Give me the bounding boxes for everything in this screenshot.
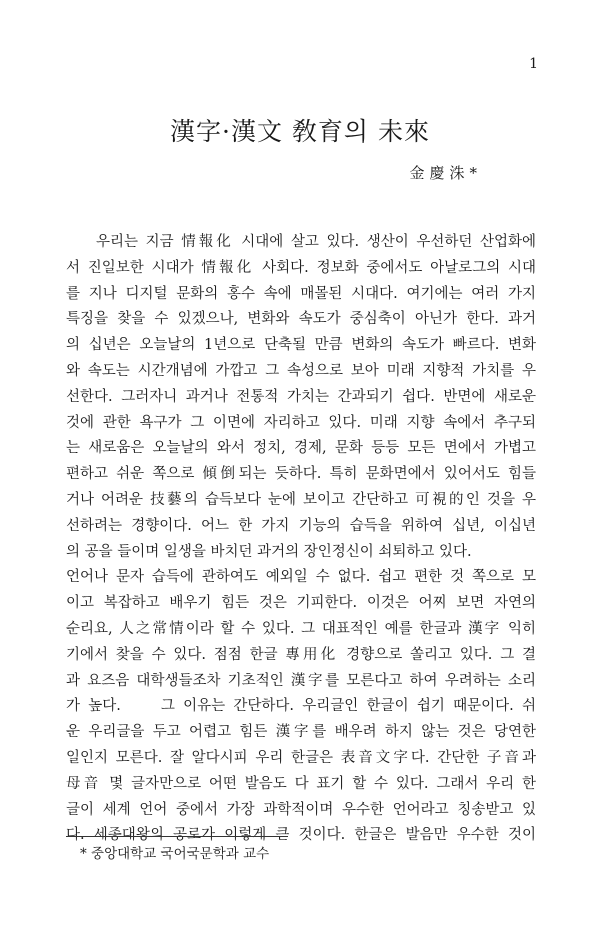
- body-line: 것에 관한 욕구가 그 이면에 자리하고 있다. 미래 지향 속에서 추구되: [66, 414, 536, 431]
- body-line: 특징을 찾을 수 있겠으나, 변화와 속도가 중심축이 아닌가 한다. 과거: [66, 311, 536, 328]
- body-line: 일인지 모른다. 잘 알다시피 우리 한글은 表音文字다. 간단한 子音과: [66, 749, 536, 766]
- body-line: 의 공을 들이며 일생을 바치던 과거의 장인정신이 쇠퇴하고 있다.: [66, 543, 472, 560]
- body-line: 가 높다. 그 이유는 간단하다. 우리글인 한글이 쉽기 때문이다. 쉬: [66, 698, 536, 715]
- body-line: 순리요, 人之常情이라 할 수 있다. 그 대표적인 예를 한글과 漢字 익히: [66, 620, 536, 637]
- body-line: 를 지나 디지털 문화의 홍수 속에 매몰된 시대다. 여기에는 여러 가지: [66, 285, 536, 302]
- body-line: 다. 세종대왕의 공로가 이렇게 큰 것이다. 한글은 발음만 우수한 것이: [66, 827, 536, 844]
- body-line: 는 새로움은 오늘날의 와서 정치, 경제, 문화 등등 모든 면에서 가볍고: [66, 440, 536, 457]
- body-line: 운 우리글을 두고 어렵고 힘든 漢字를 배우려 하지 않는 것은 당연한: [66, 724, 536, 741]
- body-line: 와 속도는 시간개념에 가깝고 그 속성으로 보아 미래 지향적 가치를 우: [66, 362, 536, 379]
- body-line: 우리는 지금 情報化 시대에 살고 있다. 생산이 우선하던 산업화에: [96, 234, 536, 250]
- body-line: 선한다. 그러자니 과거나 전통적 가치는 간과되기 쉽다. 반면에 새로운: [66, 388, 536, 405]
- footnote-rule: [66, 836, 288, 837]
- body-line: 母音 몇 글자만으로 어떤 발음도 다 표기 할 수 있다. 그래서 우리 한: [66, 775, 536, 792]
- body-line: 서 진일보한 시대가 情報化 사회다. 정보화 중에서도 아날로그의 시대: [66, 259, 536, 276]
- body-line: 이고 복잡하고 배우기 힘든 것은 기피한다. 이것은 어찌 보면 자연의: [66, 595, 536, 612]
- body-text: [66, 230, 536, 849]
- body-line: 의 십년은 오늘날의 1년으로 단축될 만큼 변화의 속도가 빠르다. 변화: [66, 337, 536, 354]
- body-line: 선하려는 경향이다. 어느 한 가지 기능의 습득을 위하여 십년, 이십년: [66, 517, 536, 534]
- body-line: 글이 세계 언어 중에서 가장 과학적이며 우수한 언어라고 칭송받고 있: [66, 801, 536, 818]
- body-line: 언어나 문자 습득에 관하여도 예외일 수 없다. 쉽고 편한 것 쪽으로 모: [66, 569, 536, 586]
- body-line: 과 요즈음 대학생들조차 기초적인 漢字를 모른다고 하여 우려하는 소리: [66, 672, 536, 689]
- article-title: 漢字·漢文 敎育의 未來: [170, 117, 430, 146]
- body-line: 거나 어려운 技藝의 습득보다 눈에 보이고 간단하고 可視的인 것을 우: [66, 491, 536, 508]
- body-line: 편하고 쉬운 쪽으로 傾倒되는 듯하다. 특히 문화면에서 있어서도 힘들: [66, 466, 536, 483]
- page-number: 1: [529, 56, 538, 72]
- author-name: 金慶洙*: [409, 164, 482, 182]
- footnote: * 중앙대학교 국어국문학과 교수: [80, 846, 270, 862]
- body-line: 기에서 찾을 수 있다. 점점 한글 專用化 경향으로 쏠리고 있다. 그 결: [66, 646, 536, 663]
